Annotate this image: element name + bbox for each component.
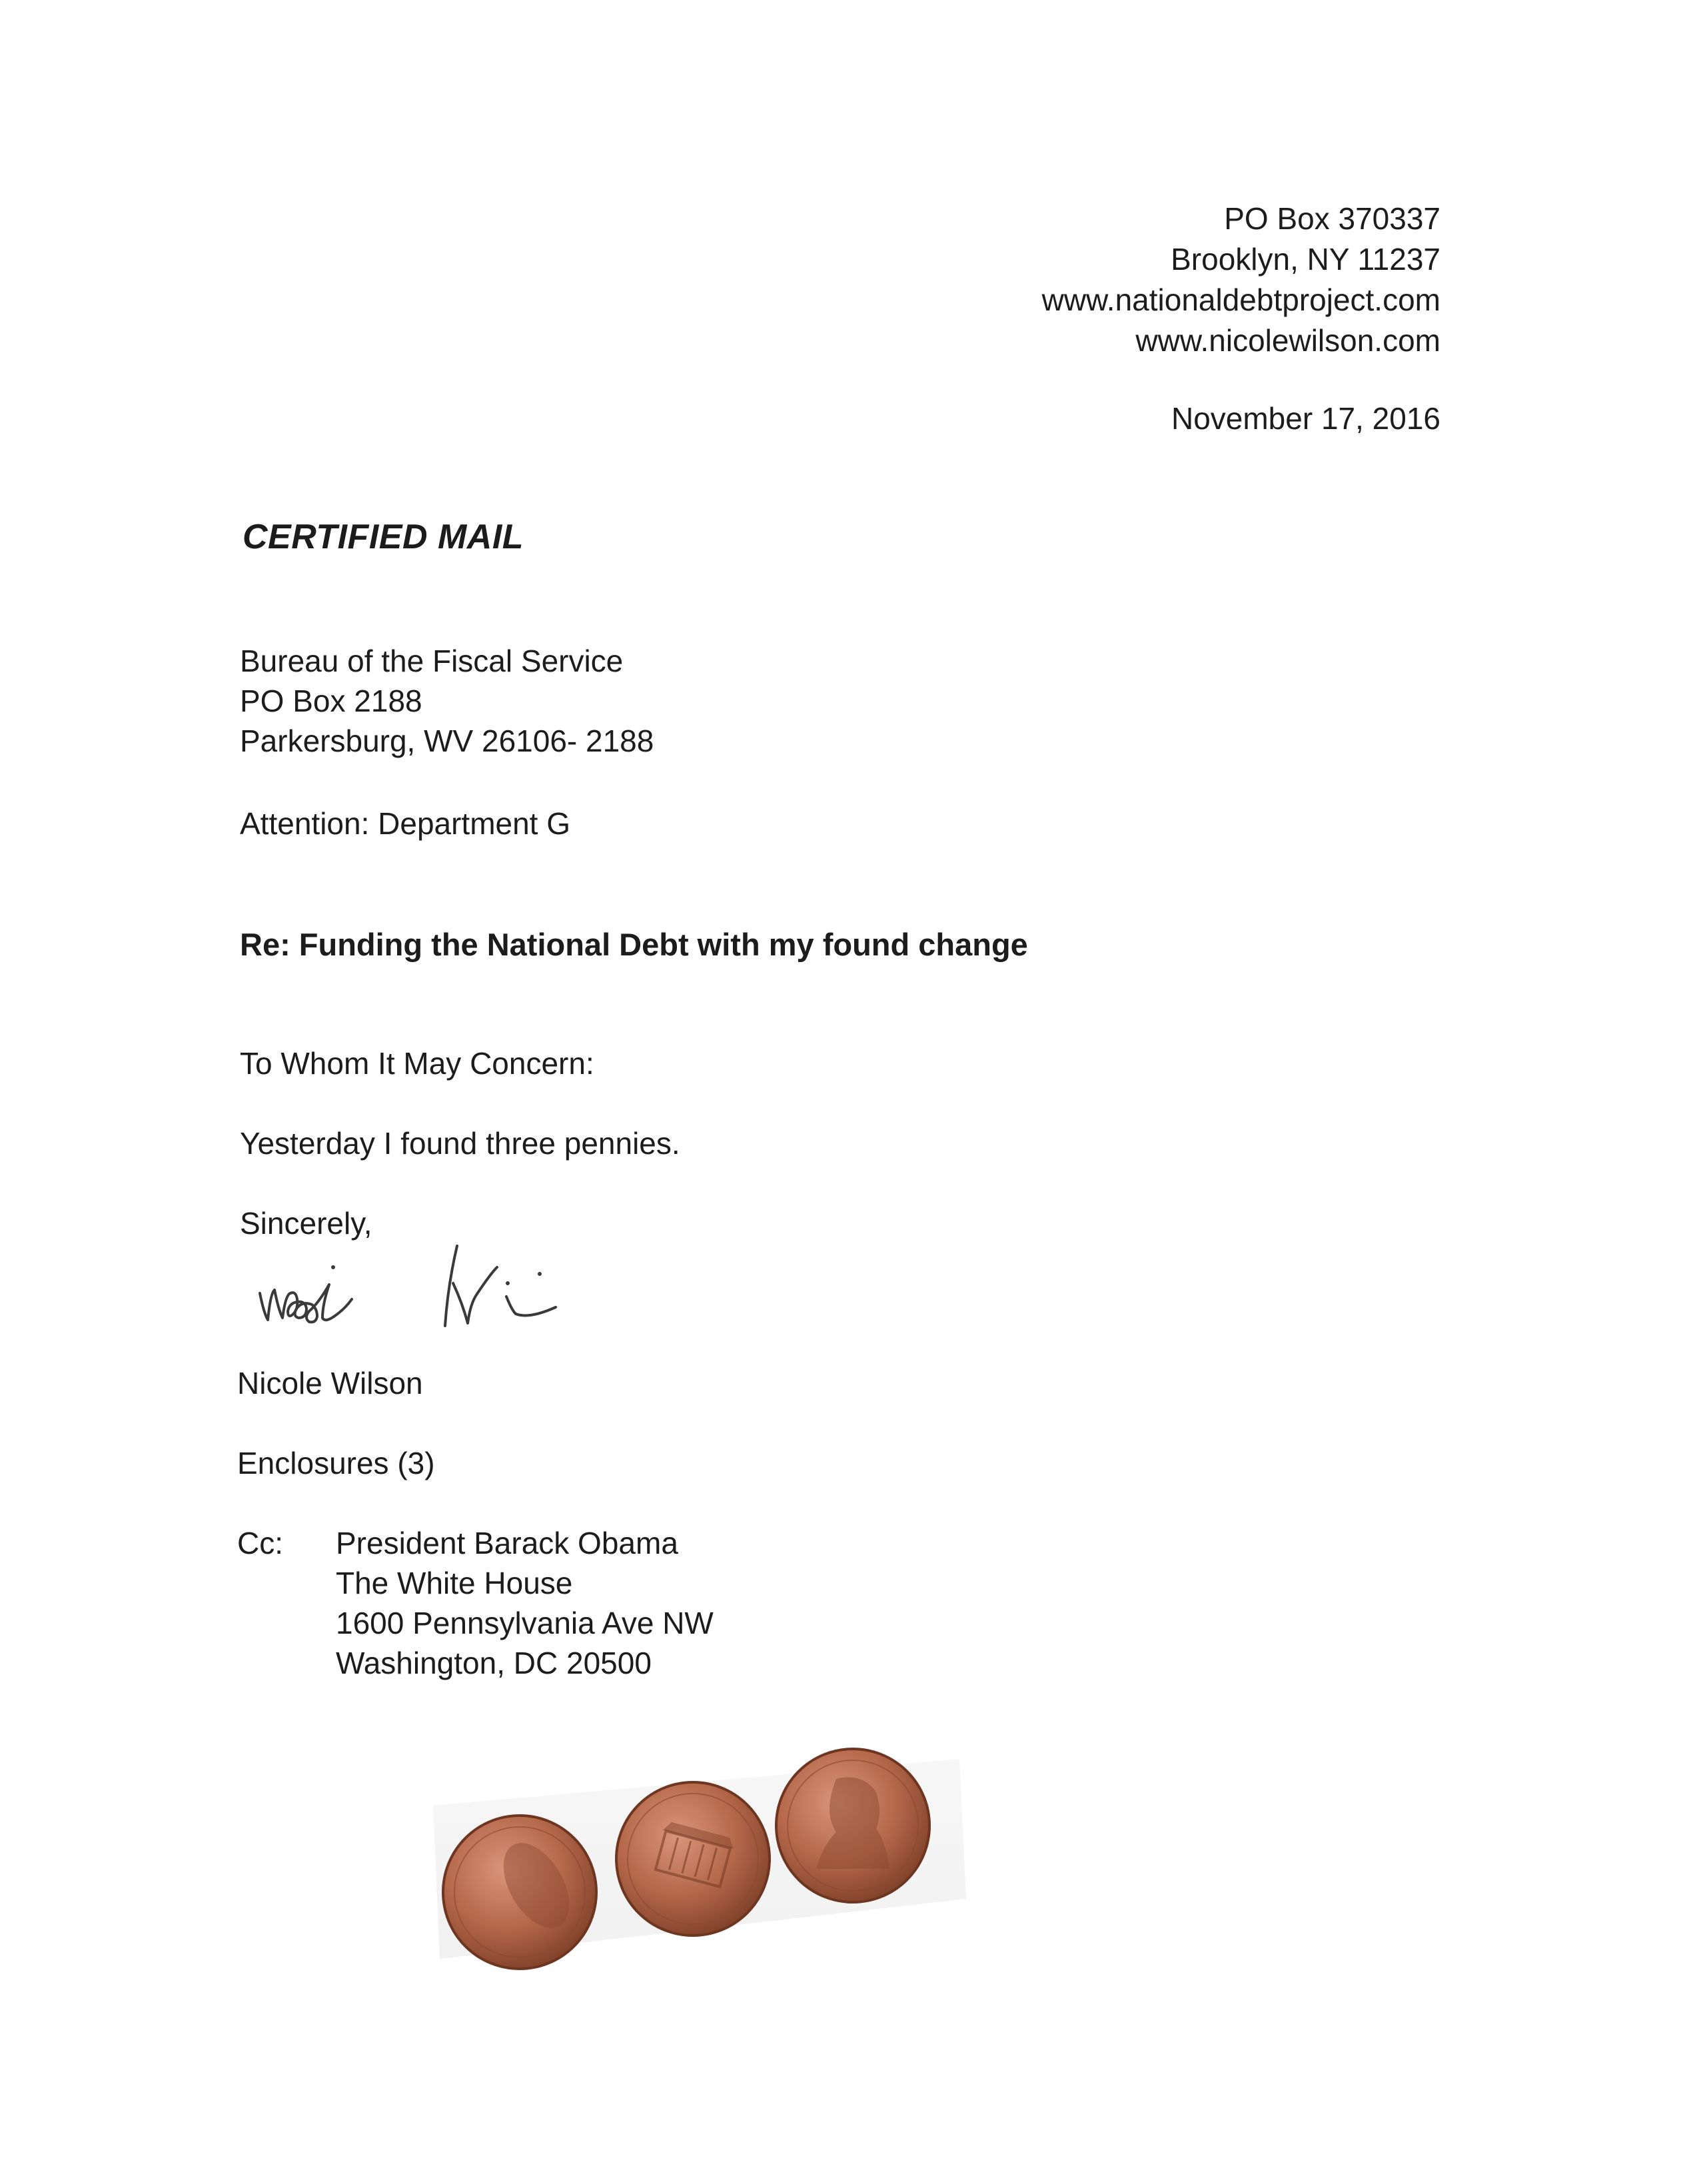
letter-body: Yesterday I found three pennies. xyxy=(240,1126,680,1161)
sender-city: Brooklyn, NY 11237 xyxy=(1171,242,1440,276)
sender-po-box: PO Box 370337 xyxy=(1224,201,1440,236)
enclosures-note: Enclosures (3) xyxy=(237,1446,435,1480)
handwritten-signature xyxy=(253,1230,573,1343)
attention-line: Attention: Department G xyxy=(240,806,571,841)
penny-3-icon xyxy=(776,1749,929,1902)
cc-label: Cc: xyxy=(237,1526,283,1560)
letter-date: November 17, 2016 xyxy=(1171,401,1440,436)
cc-street: 1600 Pennsylvania Ave NW xyxy=(336,1606,714,1640)
cc-city: Washington, DC 20500 xyxy=(336,1646,652,1680)
recipient-name: Bureau of the Fiscal Service xyxy=(240,644,624,678)
recipient-po-box: PO Box 2188 xyxy=(240,684,422,718)
sender-address xyxy=(1042,199,1440,361)
sender-website-1: www.nationaldebtproject.com xyxy=(1041,282,1440,317)
closing: Sincerely, xyxy=(240,1206,372,1241)
enclosed-pennies xyxy=(426,1746,973,1985)
recipient-city: Parkersburg, WV 26106- 2188 xyxy=(240,724,654,758)
cc-name: President Barack Obama xyxy=(336,1526,678,1560)
cc-building: The White House xyxy=(336,1566,573,1600)
certified-mail-heading: CERTIFIED MAIL xyxy=(243,518,524,556)
salutation: To Whom It May Concern: xyxy=(240,1046,594,1081)
subject-line: Re: Funding the National Debt with my found change xyxy=(240,927,1028,962)
penny-1-icon xyxy=(443,1816,596,1969)
penny-2-icon xyxy=(616,1782,770,1935)
signer-name: Nicole Wilson xyxy=(237,1366,423,1400)
sender-website-2: www.nicolewilson.com xyxy=(1135,323,1440,358)
cc-address xyxy=(336,1523,714,1683)
recipient-address xyxy=(240,641,654,761)
